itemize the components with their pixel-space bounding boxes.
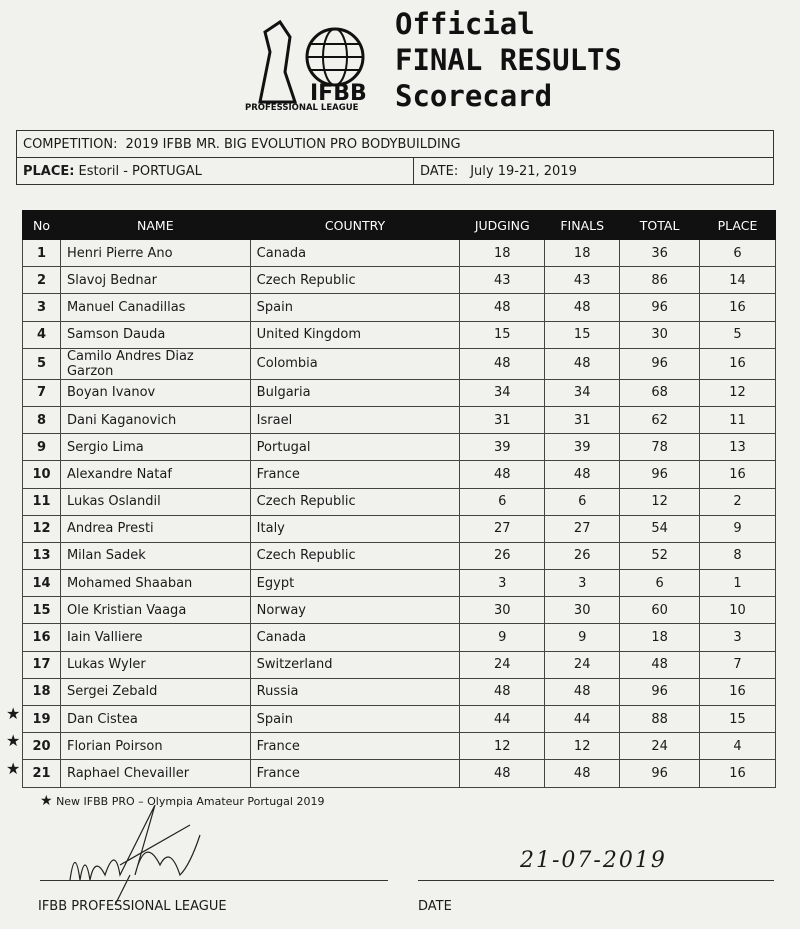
- title-line: Official: [395, 7, 535, 41]
- cell-place: 10: [700, 597, 776, 624]
- cell-place: 4: [700, 733, 776, 760]
- col-total: TOTAL: [620, 211, 700, 240]
- date-sign-label: DATE: [418, 899, 452, 914]
- cell-total: 60: [620, 597, 700, 624]
- col-place: PLACE: [700, 211, 776, 240]
- cell-judging: 34: [460, 379, 545, 406]
- handwritten-date: 21-07-2019: [520, 848, 667, 873]
- cell-no: 13: [23, 542, 61, 569]
- table-row: [23, 624, 776, 651]
- cell-finals: 12: [545, 733, 620, 760]
- cell-judging: 12: [460, 733, 545, 760]
- cell-place: 15: [700, 706, 776, 733]
- competition-info: [16, 130, 774, 185]
- cell-total: 54: [620, 515, 700, 542]
- cell-no: 12: [23, 515, 61, 542]
- signature-label: IFBB PROFESSIONAL LEAGUE: [38, 899, 227, 914]
- cell-no: 3: [23, 294, 61, 321]
- cell-place: 12: [700, 379, 776, 406]
- col-name: NAME: [60, 211, 250, 240]
- cell-place: 8: [700, 542, 776, 569]
- table-row: [23, 294, 776, 321]
- table-row: [23, 488, 776, 515]
- cell-country: Bulgaria: [250, 379, 460, 406]
- cell-name: Henri Pierre Ano: [60, 240, 250, 267]
- cell-name: Manuel Canadillas: [60, 294, 250, 321]
- cell-name: Iain Valliere: [60, 624, 250, 651]
- cell-place: 11: [700, 406, 776, 433]
- cell-place: 1: [700, 570, 776, 597]
- cell-judging: 26: [460, 542, 545, 569]
- table-row: [23, 461, 776, 488]
- cell-place: 16: [700, 678, 776, 705]
- cell-judging: 27: [460, 515, 545, 542]
- cell-no: 10: [23, 461, 61, 488]
- cell-total: 52: [620, 542, 700, 569]
- cell-finals: 26: [545, 542, 620, 569]
- table-row: [23, 733, 776, 760]
- cell-country: Spain: [250, 706, 460, 733]
- cell-name: Boyan Ivanov: [60, 379, 250, 406]
- cell-no: 18: [23, 678, 61, 705]
- cell-place: 16: [700, 760, 776, 787]
- document-title: [395, 6, 622, 114]
- cell-total: 88: [620, 706, 700, 733]
- cell-judging: 43: [460, 267, 545, 294]
- cell-judging: 3: [460, 570, 545, 597]
- table-row: [23, 760, 776, 787]
- cell-total: 18: [620, 624, 700, 651]
- cell-country: Egypt: [250, 570, 460, 597]
- table-row: [23, 515, 776, 542]
- table-row: [23, 706, 776, 733]
- cell-place: 2: [700, 488, 776, 515]
- cell-finals: 31: [545, 406, 620, 433]
- cell-country: Canada: [250, 624, 460, 651]
- cell-name: Slavoj Bednar: [60, 267, 250, 294]
- cell-name: Dani Kaganovich: [60, 406, 250, 433]
- cell-judging: 18: [460, 240, 545, 267]
- cell-judging: 48: [460, 760, 545, 787]
- cell-finals: 9: [545, 624, 620, 651]
- cell-name: Sergio Lima: [60, 434, 250, 461]
- cell-no: 19: [23, 706, 61, 733]
- cell-place: 7: [700, 651, 776, 678]
- cell-no: 21: [23, 760, 61, 787]
- cell-place: 16: [700, 348, 776, 379]
- table-row: [23, 267, 776, 294]
- date-value: July 19-21, 2019: [470, 163, 577, 179]
- cell-name: Samson Dauda: [60, 321, 250, 348]
- cell-judging: 9: [460, 624, 545, 651]
- cell-judging: 24: [460, 651, 545, 678]
- cell-total: 6: [620, 570, 700, 597]
- cell-country: Czech Republic: [250, 488, 460, 515]
- place-label: PLACE:: [23, 163, 75, 179]
- cell-finals: 15: [545, 321, 620, 348]
- cell-judging: 30: [460, 597, 545, 624]
- cell-no: 14: [23, 570, 61, 597]
- cell-name: Lukas Oslandil: [60, 488, 250, 515]
- cell-finals: 44: [545, 706, 620, 733]
- cell-country: Colombia: [250, 348, 460, 379]
- competition-label: COMPETITION:: [23, 136, 118, 152]
- col-country: COUNTRY: [250, 211, 460, 240]
- cell-judging: 15: [460, 321, 545, 348]
- cell-judging: 44: [460, 706, 545, 733]
- place-value: Estoril - PORTUGAL: [78, 163, 202, 179]
- cell-no: 2: [23, 267, 61, 294]
- cell-no: 16: [23, 624, 61, 651]
- table-row: [23, 542, 776, 569]
- signature-line: [40, 880, 388, 881]
- cell-total: 96: [620, 461, 700, 488]
- cell-total: 96: [620, 760, 700, 787]
- star-icon: ★: [6, 731, 21, 751]
- cell-country: France: [250, 760, 460, 787]
- cell-place: 16: [700, 461, 776, 488]
- cell-name: Lukas Wyler: [60, 651, 250, 678]
- cell-finals: 30: [545, 597, 620, 624]
- cell-total: 24: [620, 733, 700, 760]
- cell-country: Italy: [250, 515, 460, 542]
- cell-finals: 48: [545, 348, 620, 379]
- cell-judging: 48: [460, 348, 545, 379]
- cell-country: Canada: [250, 240, 460, 267]
- col-finals: FINALS: [545, 211, 620, 240]
- cell-place: 14: [700, 267, 776, 294]
- cell-place: 6: [700, 240, 776, 267]
- col-no: No: [23, 211, 61, 240]
- table-row: [23, 321, 776, 348]
- table-row: [23, 434, 776, 461]
- cell-no: 7: [23, 379, 61, 406]
- cell-name: Florian Poirson: [60, 733, 250, 760]
- cell-total: 62: [620, 406, 700, 433]
- cell-country: Czech Republic: [250, 267, 460, 294]
- cell-finals: 48: [545, 678, 620, 705]
- cell-place: 9: [700, 515, 776, 542]
- cell-country: Russia: [250, 678, 460, 705]
- cell-total: 36: [620, 240, 700, 267]
- cell-finals: 24: [545, 651, 620, 678]
- cell-place: 3: [700, 624, 776, 651]
- cell-judging: 39: [460, 434, 545, 461]
- results-table: [22, 210, 776, 788]
- cell-finals: 39: [545, 434, 620, 461]
- cell-total: 12: [620, 488, 700, 515]
- cell-no: 15: [23, 597, 61, 624]
- cell-country: Norway: [250, 597, 460, 624]
- table-row: [23, 570, 776, 597]
- table-row: [23, 406, 776, 433]
- cell-name: Dan Cistea: [60, 706, 250, 733]
- table-row: [23, 597, 776, 624]
- svg-text:IFBB: IFBB: [310, 81, 367, 106]
- cell-judging: 6: [460, 488, 545, 515]
- cell-finals: 43: [545, 267, 620, 294]
- cell-place: 13: [700, 434, 776, 461]
- cell-no: 9: [23, 434, 61, 461]
- footnote-text: New IFBB PRO – Olympia Amateur Portugal 2019: [56, 795, 325, 808]
- cell-no: 4: [23, 321, 61, 348]
- cell-total: 30: [620, 321, 700, 348]
- date-line: [418, 880, 774, 881]
- cell-country: Switzerland: [250, 651, 460, 678]
- cell-country: France: [250, 733, 460, 760]
- cell-finals: 3: [545, 570, 620, 597]
- cell-name: Mohamed Shaaban: [60, 570, 250, 597]
- cell-name: Raphael Chevailler: [60, 760, 250, 787]
- cell-name: Alexandre Nataf: [60, 461, 250, 488]
- cell-total: 86: [620, 267, 700, 294]
- star-icon: ★: [6, 758, 21, 778]
- cell-total: 68: [620, 379, 700, 406]
- cell-country: Spain: [250, 294, 460, 321]
- cell-finals: 48: [545, 294, 620, 321]
- cell-country: Portugal: [250, 434, 460, 461]
- title-line: FINAL RESULTS: [395, 43, 622, 77]
- cell-judging: 48: [460, 294, 545, 321]
- date-label: DATE:: [420, 163, 459, 179]
- table-row: [23, 379, 776, 406]
- cell-name: Sergei Zebald: [60, 678, 250, 705]
- table-row: [23, 678, 776, 705]
- cell-finals: 6: [545, 488, 620, 515]
- cell-no: 20: [23, 733, 61, 760]
- col-judging: JUDGING: [460, 211, 545, 240]
- cell-place: 16: [700, 294, 776, 321]
- cell-name: Milan Sadek: [60, 542, 250, 569]
- cell-finals: 48: [545, 760, 620, 787]
- competition-value: 2019 IFBB MR. BIG EVOLUTION PRO BODYBUILDING: [125, 136, 461, 152]
- table-row: [23, 651, 776, 678]
- cell-total: 48: [620, 651, 700, 678]
- cell-no: 17: [23, 651, 61, 678]
- cell-finals: 34: [545, 379, 620, 406]
- cell-total: 96: [620, 678, 700, 705]
- cell-country: United Kingdom: [250, 321, 460, 348]
- cell-name: Ole Kristian Vaaga: [60, 597, 250, 624]
- cell-total: 78: [620, 434, 700, 461]
- cell-judging: 48: [460, 678, 545, 705]
- star-icon: ★: [6, 704, 21, 724]
- cell-total: 96: [620, 348, 700, 379]
- cell-no: 11: [23, 488, 61, 515]
- ifbb-logo: [240, 12, 385, 112]
- cell-no: 1: [23, 240, 61, 267]
- cell-total: 96: [620, 294, 700, 321]
- cell-country: France: [250, 461, 460, 488]
- cell-country: Israel: [250, 406, 460, 433]
- cell-no: 8: [23, 406, 61, 433]
- cell-finals: 18: [545, 240, 620, 267]
- cell-place: 5: [700, 321, 776, 348]
- cell-finals: 27: [545, 515, 620, 542]
- cell-judging: 31: [460, 406, 545, 433]
- cell-country: Czech Republic: [250, 542, 460, 569]
- cell-finals: 48: [545, 461, 620, 488]
- svg-text:PROFESSIONAL LEAGUE: PROFESSIONAL LEAGUE: [245, 103, 359, 112]
- table-row: [23, 240, 776, 267]
- cell-name: Andrea Presti: [60, 515, 250, 542]
- cell-name: Camilo Andres Diaz Garzon: [60, 348, 250, 379]
- table-row: [23, 348, 776, 379]
- star-icon: ★: [40, 793, 53, 809]
- cell-judging: 48: [460, 461, 545, 488]
- cell-no: 5: [23, 348, 61, 379]
- title-line: Scorecard: [395, 79, 553, 113]
